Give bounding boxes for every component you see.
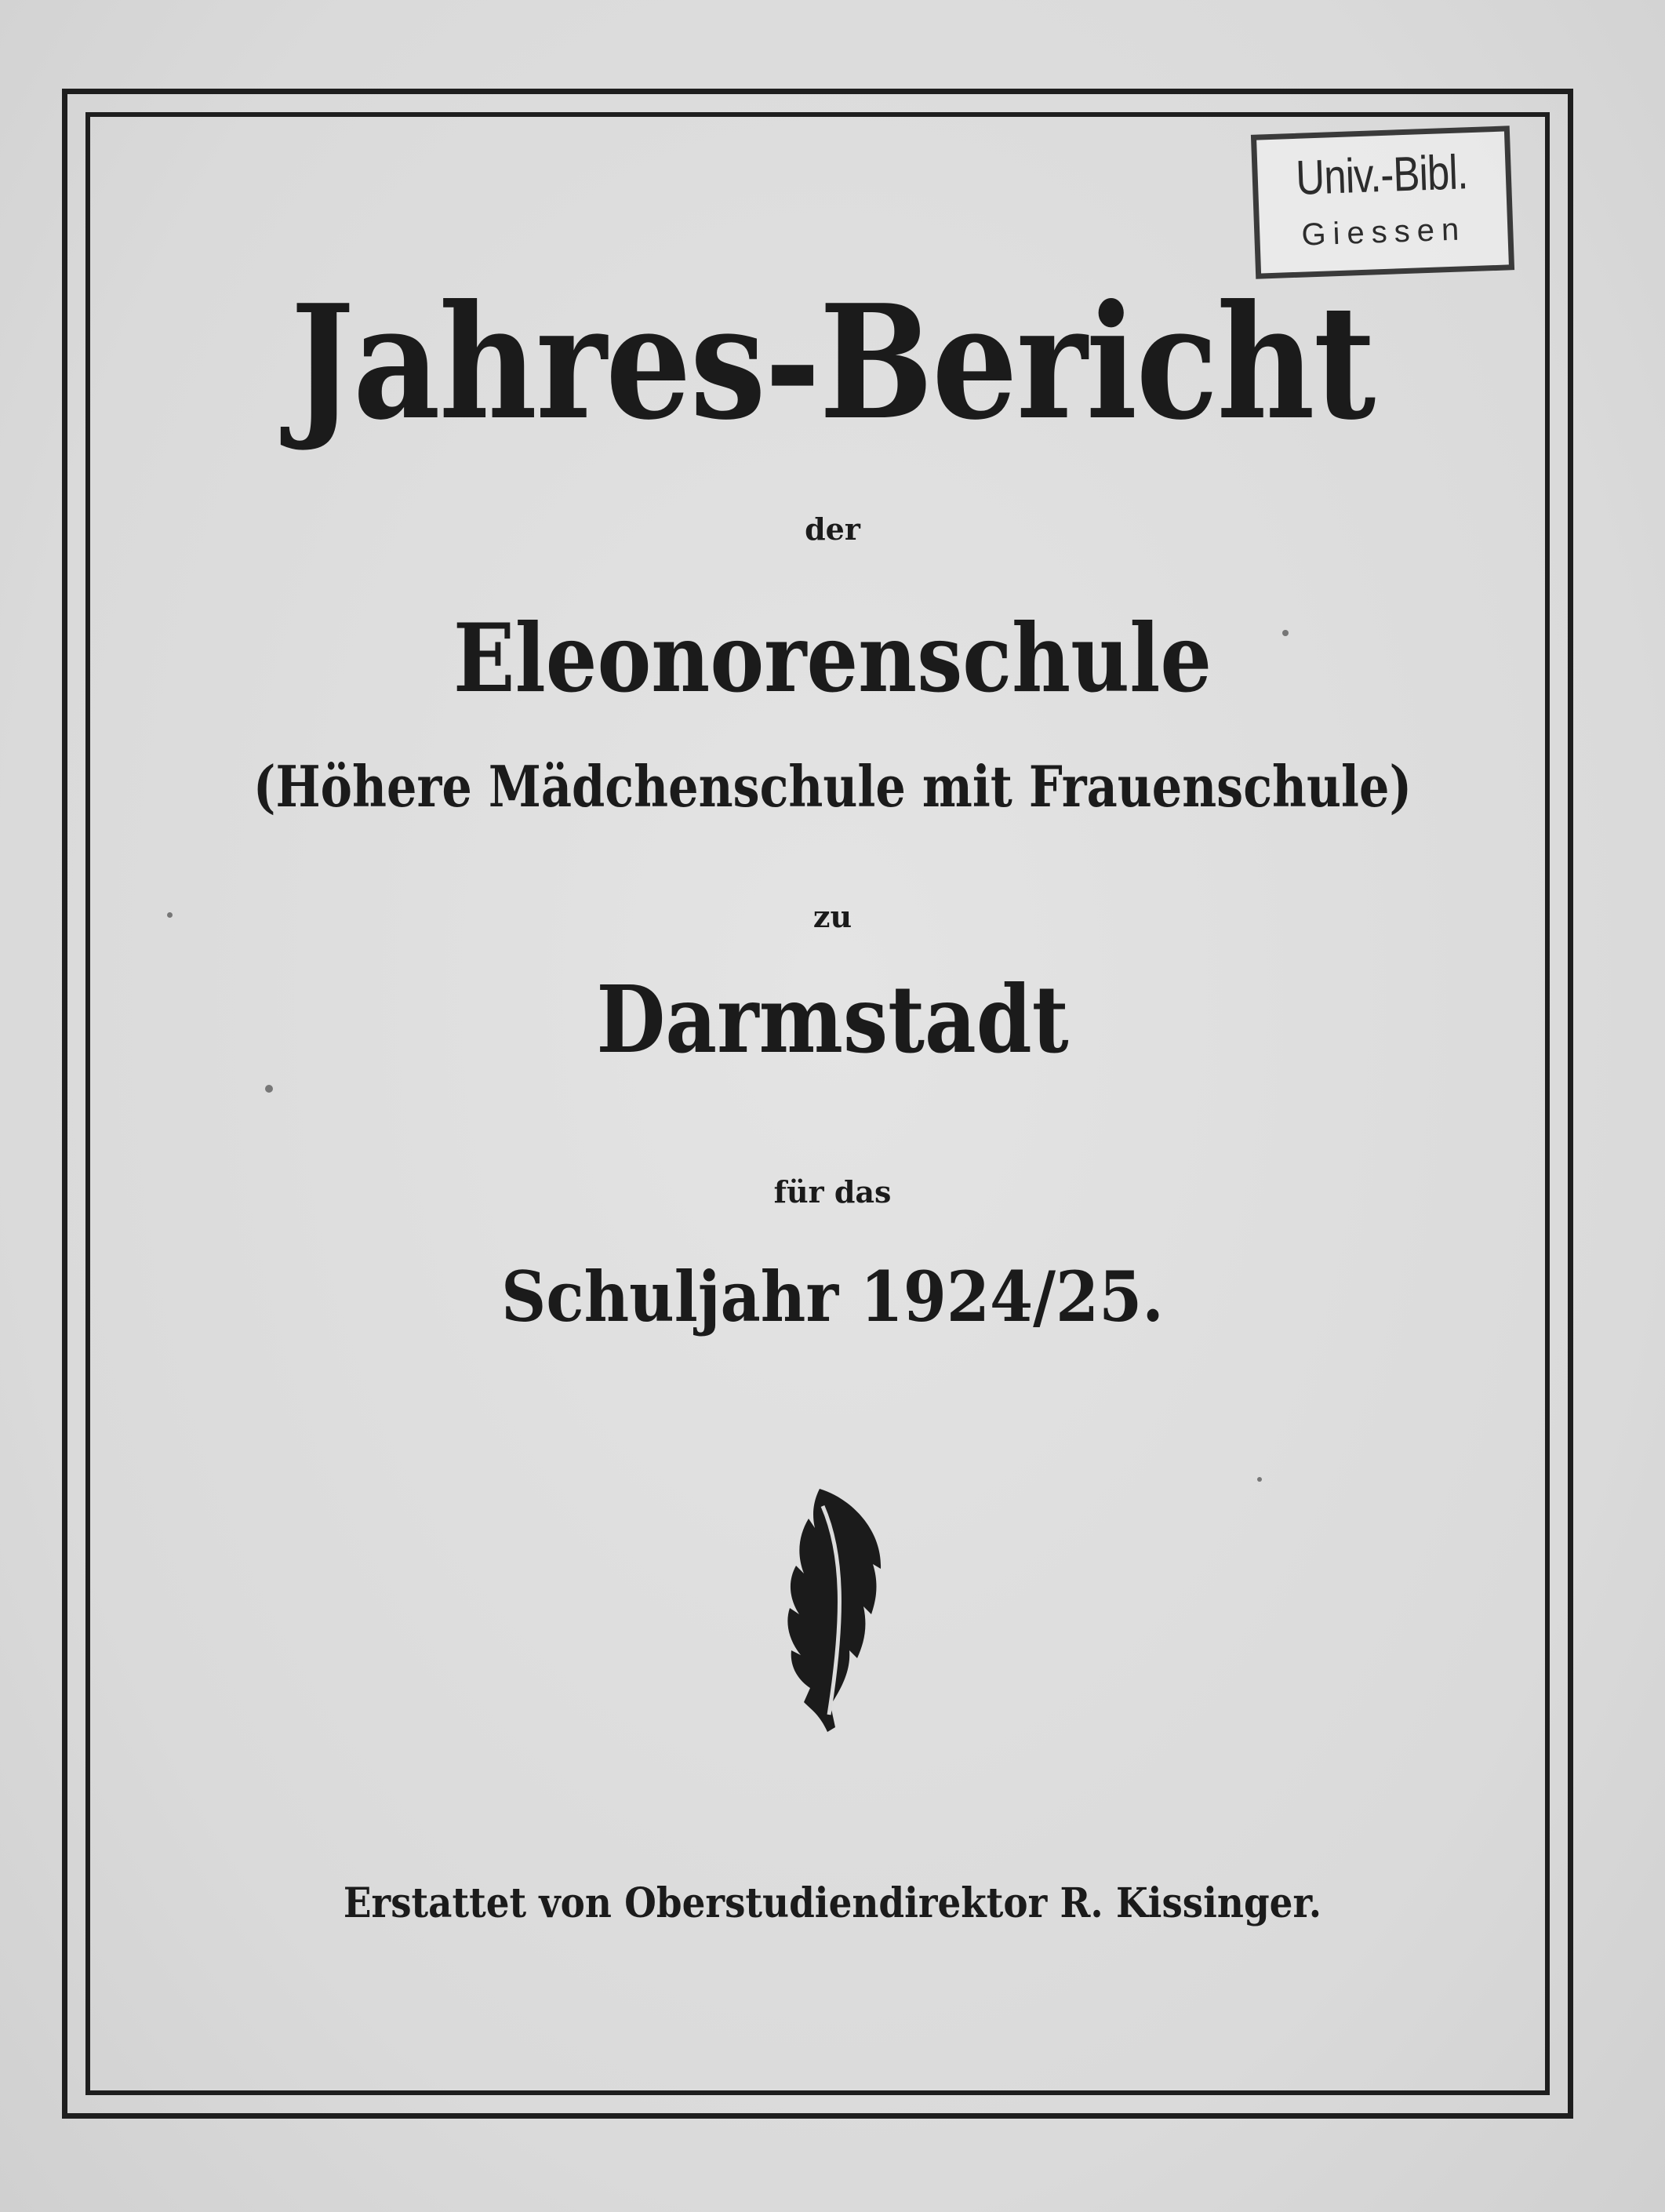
text-zu: zu bbox=[813, 899, 852, 934]
paper-speck bbox=[1282, 630, 1289, 636]
paper-speck bbox=[265, 1085, 273, 1093]
school-subtitle: (Höhere Mädchenschule mit Frauenschule) bbox=[253, 753, 1412, 820]
credit-line: Erstattet von Oberstudiendirektor R. Kissinger. bbox=[343, 1879, 1322, 1927]
library-stamp bbox=[1251, 126, 1514, 278]
text-der: der bbox=[805, 511, 860, 547]
leaf-icon bbox=[773, 1483, 890, 1734]
school-year: Schuljahr 1924/25. bbox=[501, 1256, 1164, 1337]
stamp-line-1: Univ.-Bibl. bbox=[1295, 145, 1469, 206]
paper-speck bbox=[167, 912, 173, 918]
paper-speck bbox=[1257, 1477, 1262, 1482]
document-title: Jahres-Bericht bbox=[290, 271, 1375, 455]
text-fuer-das: für das bbox=[773, 1174, 892, 1210]
stamp-line-2: Giessen bbox=[1300, 212, 1467, 253]
city-name: Darmstadt bbox=[596, 965, 1069, 1074]
school-name: Eleonorenschule bbox=[453, 603, 1212, 714]
